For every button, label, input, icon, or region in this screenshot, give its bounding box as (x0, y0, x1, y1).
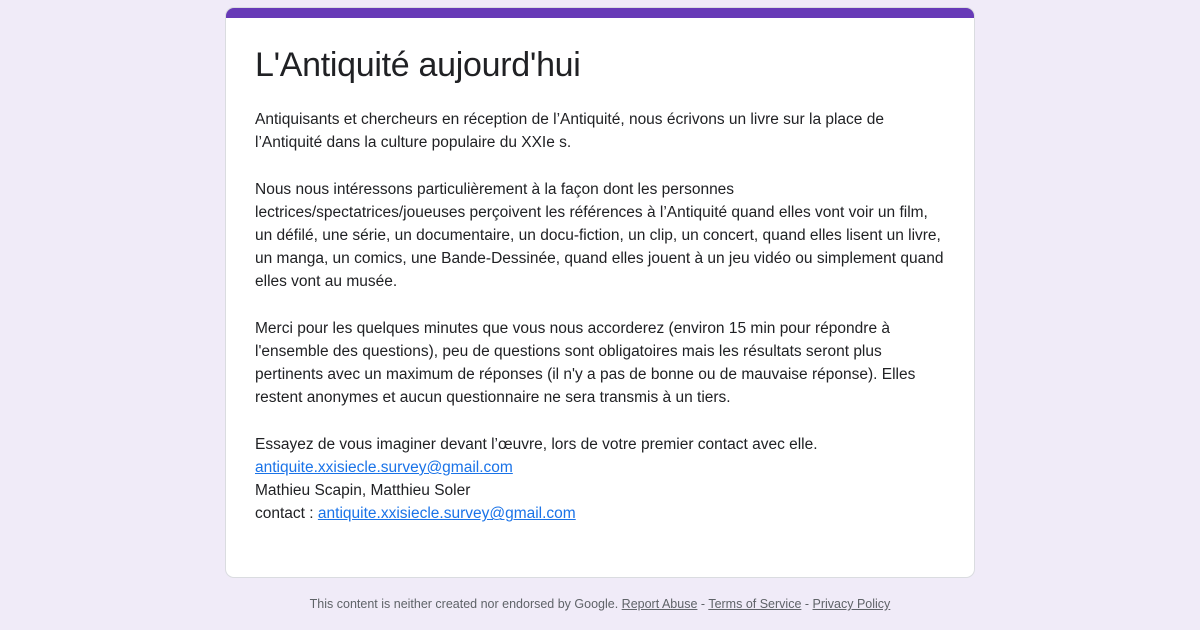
contact-email-link[interactable]: antiquite.xxisiecle.survey@gmail.com (317, 505, 576, 523)
form-description (255, 108, 945, 526)
authors-text: Mathieu Scapin, Matthieu Soler (255, 482, 471, 500)
report-abuse-link[interactable]: Report Abuse (621, 597, 698, 611)
description-paragraph-intro: Antiquisants et chercheurs en réception de l’Antiquité, nous écrivons un livre sur la place de l’Antiquité dans la culture populaire du XXIe s. (255, 111, 884, 152)
footer (0, 597, 1200, 611)
form-title: L'Antiquité aujourd'hui (255, 46, 581, 84)
form-header-card (226, 8, 974, 577)
privacy-policy-link[interactable]: Privacy Policy (812, 597, 891, 611)
description-paragraph-interest: Nous nous intéressons particulièrement à la façon dont les personnes lectrices/spectatrices/joueuses perçoivent les références à l’Antiquité quand elles vont voir un film, un défilé, une série, un documentaire, un docu-fiction, un clip, un concert, quand elles lisent un livre, un manga, un comics, une Bande-Dessinée, quand elles jouent à un jeu vidéo ou simplement quand elles vont au musée. (255, 180, 944, 291)
footer-separator: - (801, 597, 813, 611)
contact-label: contact : (255, 505, 318, 523)
description-paragraph-thanks: Merci pour les quelques minutes que vous nous accorderez (environ 15 min pour répondre à l'ensemble des questions), peu de questions sont obligatoires mais les résultats seront plus pertinents avec un maximum de réponses (il n'y a pas de bonne ou de mauvaise réponse). Elles restent anonymes et aucun questionnaire ne sera transmis à un tiers. (255, 319, 916, 407)
description-imagine-text: Essayez de vous imaginer devant l’œuvre, lors de votre premier contact avec elle. (255, 435, 818, 453)
footer-disclaimer: This content is neither created nor endorsed by Google. (309, 597, 619, 611)
footer-separator: - (697, 597, 709, 611)
description-paragraph-contact (255, 433, 945, 526)
terms-of-service-link[interactable]: Terms of Service (708, 597, 802, 611)
email-link[interactable]: antiquite.xxisiecle.survey@gmail.com (255, 459, 513, 476)
